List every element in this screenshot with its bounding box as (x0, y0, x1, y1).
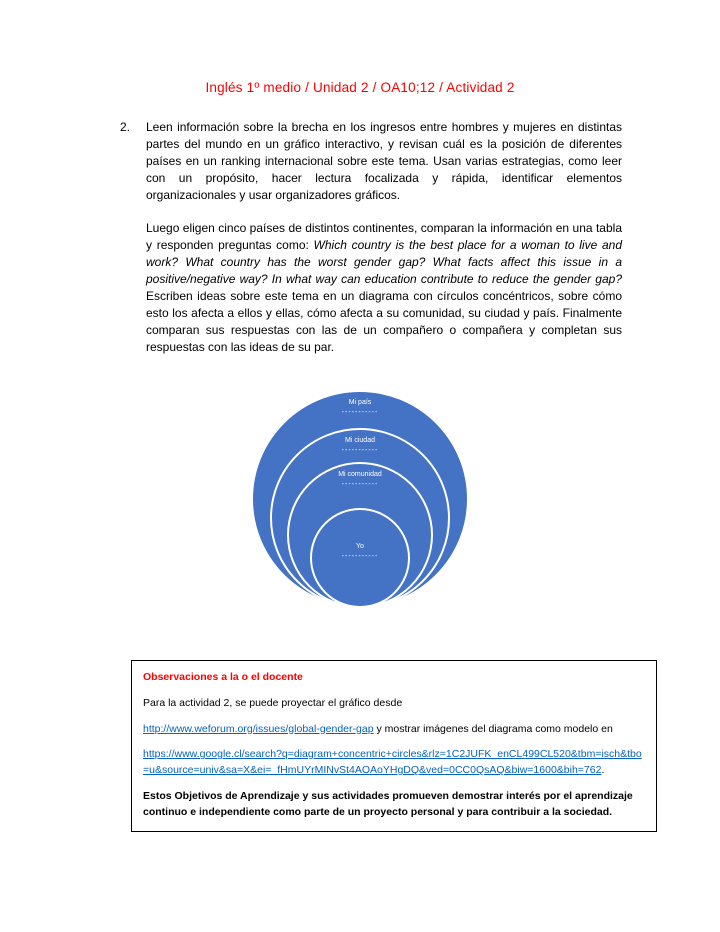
activity-paragraph-2 (146, 220, 622, 356)
activity-section (120, 119, 622, 356)
paragraph-2-english-questions: Which country is the best place for a woman to live and work? What country has the worst gender gap? What facts affect this issue in a positive/negative way? In what way can education contribute to reduce the gender gap? (146, 238, 622, 286)
concentric-circles-diagram (240, 386, 480, 614)
ring-blank-city: ----------- (341, 447, 379, 454)
circle-self (310, 508, 410, 608)
note-final-paragraph: Estos Objetivos de Aprendizaje y sus actividades promueven demostrar interés por el aprendizaje continuo e independiente como parte de un proyecto personal y para contribuir a la sociedad. (143, 789, 633, 818)
google-search-link[interactable]: https://www.google.cl/search?q=diagram+concentric+circles&rlz=1C2JUFK_enCL499CL520&tbm=isch&tbo=u&source=univ&sa=X&ei=_fHmUYrMINvSt4AOAoYHgDQ&ved=0CC0QsAQ&biw=1600&bih=762 (143, 748, 642, 776)
ring-label-self-text: Yo (356, 543, 364, 550)
activity-paragraph-1: Leen información sobre la brecha en los ingresos entre hombres y mujeres en distintas partes del mundo en un gráfico interactivo, y revisan cuál es la posición de diferentes países en un ranking internacional sobre este tema. Usan varias estrategias, como leer con un propósito, hacer lectura focalizada y rápida, identificar elementos organizacionales y usar organizadores gráficos. (146, 120, 622, 202)
activity-body (146, 119, 622, 356)
page-title: Inglés 1º medio / Unidad 2 / OA10;12 / Actividad 2 (205, 80, 515, 95)
activity-number: 2. (120, 120, 131, 134)
note-line-1: Para la actividad 2, se puede proyectar el gráfico desde (143, 696, 403, 709)
ring-label-community-text: Mi comunidad (338, 471, 382, 478)
ring-blank-country: ----------- (341, 409, 379, 416)
ring-label-country-text: Mi país (348, 399, 372, 406)
teacher-note-box (131, 660, 657, 832)
ring-blank-community: ----------- (341, 481, 379, 488)
note-line-2-text: y mostrar imágenes del diagrama como modelo en (373, 722, 613, 735)
note-line-3 (143, 747, 645, 779)
paragraph-2-intro: Luego eligen cinco países de distintos continentes, comparan la información en una tabla y responden preguntas como: (146, 221, 622, 252)
link-2-suffix: . (601, 764, 605, 776)
weforum-link[interactable]: http://www.weforum.org/issues/global-gender-gap (143, 722, 374, 735)
note-heading: Observaciones a la o el docente (143, 671, 303, 683)
ring-label-city-text: Mi ciudad (345, 437, 375, 444)
ring-blank-self: ----------- (341, 553, 379, 560)
note-line-2 (143, 722, 645, 738)
paragraph-2-rest: Escriben ideas sobre este tema en un diagrama con círculos concéntricos, sobre cómo esto los afecta a ellos y ellas, cómo afecta a su comunidad, su ciudad y país. Finalmente comparan sus respuestas con las de un compañero o compañera y completan sus respuestas con las ideas de su par. (146, 289, 622, 354)
